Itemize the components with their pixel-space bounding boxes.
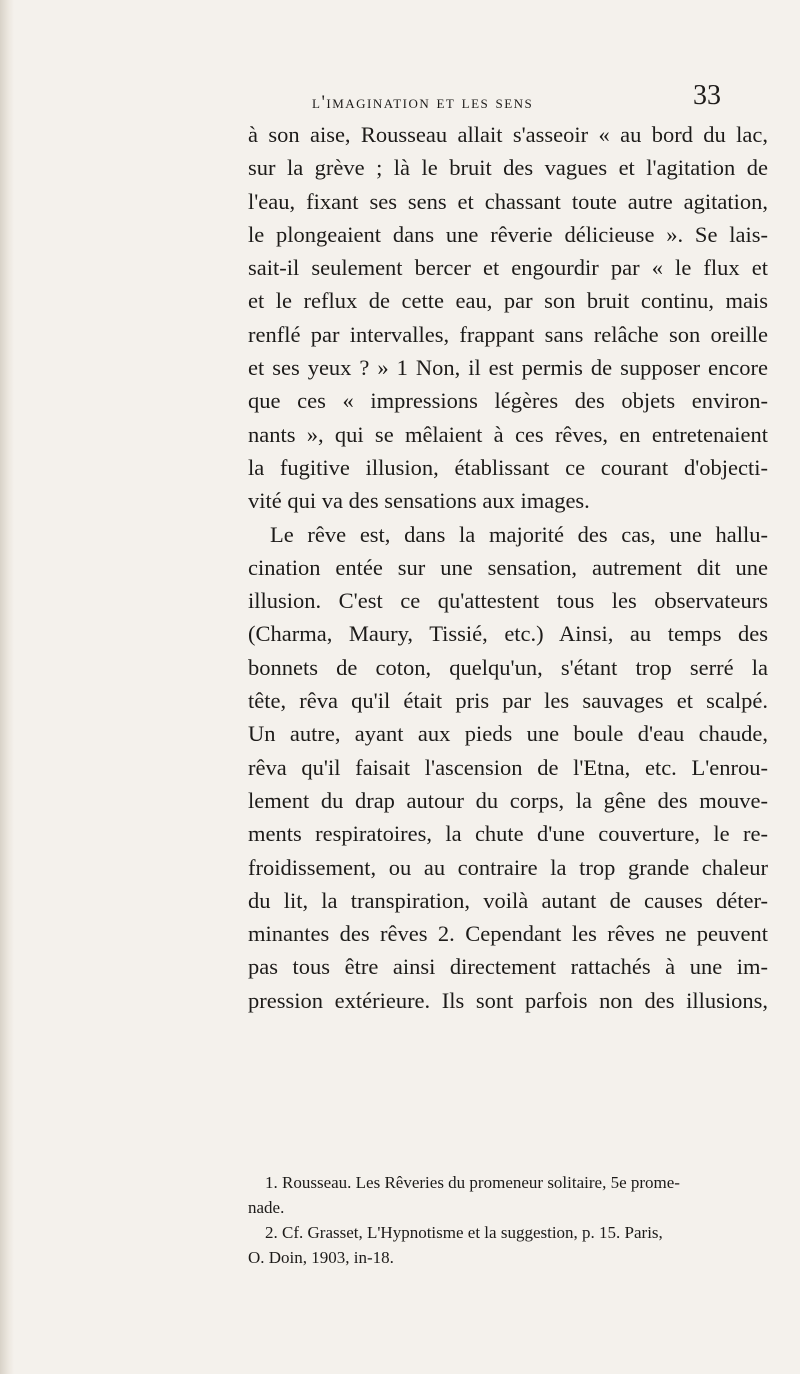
text-line: sait-il seulement bercer et engourdir par « le flux et (248, 255, 768, 281)
text-line: froidissement, ou au contraire la trop grande chaleur (248, 854, 768, 880)
text-line: cination entée sur une sensation, autrement dit une (248, 554, 768, 580)
text-line: minantes des rêves 2. Cependant les rêves ne peuvent (248, 921, 768, 947)
binding-edge (0, 0, 14, 1374)
text-line: pas tous être ainsi directement rattachés à une im- (248, 954, 768, 980)
footnote-line: 2. Cf. Grasset, L'Hypnotisme et la suggestion, p. 15. Paris, (265, 1223, 663, 1242)
text-line: vité qui va des sensations aux images. (248, 488, 590, 514)
body-text (248, 118, 768, 1017)
footnote-line: O. Doin, 1903, in-18. (248, 1248, 394, 1267)
text-line: Un autre, ayant aux pieds une boule d'eau chaude, (248, 721, 768, 747)
running-title: l'imagination et les sens (312, 92, 534, 113)
text-line: et le reflux de cette eau, par son bruit continu, mais (248, 288, 768, 314)
footnote-line: 1. Rousseau. Les Rêveries du promeneur solitaire, 5e prome- (265, 1173, 680, 1192)
text-line: illusion. C'est ce qu'attestent tous les observateurs (248, 588, 768, 614)
text-line: rêva qu'il faisait l'ascension de l'Etna, etc. L'enrou- (248, 754, 768, 780)
text-line: l'eau, fixant ses sens et chassant toute autre agitation, (248, 188, 768, 214)
text-line: ments respiratoires, la chute d'une couverture, le re- (248, 821, 768, 847)
text-line: nants », qui se mêlaient à ces rêves, en entretenaient (248, 421, 768, 447)
text-line: à son aise, Rousseau allait s'asseoir « au bord du lac, (248, 122, 768, 147)
text-line: le plongeaient dans une rêverie délicieuse ». Se lais- (248, 221, 768, 247)
text-line: pression extérieure. Ils sont parfois non des illusions, (248, 987, 768, 1013)
text-line: tête, rêva qu'il était pris par les sauvages et scalpé. (248, 688, 768, 714)
text-line: bonnets de coton, quelqu'un, s'étant trop serré la (248, 654, 768, 680)
text-line: (Charma, Maury, Tissié, etc.) Ainsi, au temps des (248, 621, 768, 647)
text-line: renflé par intervalles, frappant sans relâche son oreille (248, 321, 768, 347)
footnote-line: nade. (248, 1198, 285, 1217)
page-number: 33 (693, 80, 721, 111)
text-line: et ses yeux ? » 1 Non, il est permis de supposer encore (248, 355, 768, 381)
footnotes (248, 1170, 770, 1270)
text-line: Le rêve est, dans la majorité des cas, une hallu- (270, 521, 768, 547)
text-line: que ces « impressions légères des objets environ- (248, 388, 768, 414)
text-line: sur la grève ; là le bruit des vagues et l'agitation de (248, 155, 768, 181)
text-line: la fugitive illusion, établissant ce courant d'objecti- (248, 454, 768, 480)
text-line: lement du drap autour du corps, la gêne des mouve- (248, 787, 768, 813)
text-line: du lit, la transpiration, voilà autant de causes déter- (248, 887, 768, 913)
